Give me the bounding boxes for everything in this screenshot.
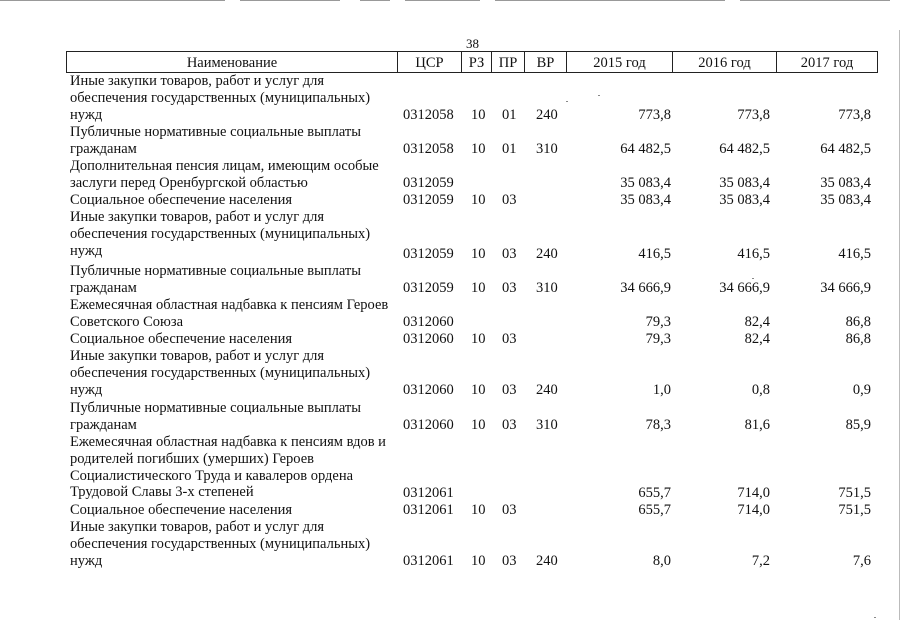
row-name: Публичные нормативные социальные выплаты гражданам [70,124,361,157]
row-2015: 35 083,4 [620,175,671,191]
row-name: Иные закупки товаров, работ и услуг для обеспечения государственных (муниципальных) нужд [70,519,371,569]
row-name: Публичные нормативные социальные выплаты гражданам [70,263,361,296]
row-name: Дополнительная пенсия лицам, имеющим особые заслуги перед Оренбургской областью [70,158,379,191]
row-pr: 03 [502,280,517,296]
row-2015: 8,0 [652,553,671,569]
row-2016: 81,6 [744,417,770,433]
row-rz: 10 [471,502,486,518]
row-rz: 10 [471,107,486,123]
row-2015: 79,3 [645,314,671,330]
header-2015: 2015 год [567,52,673,72]
row-vr: 240 [536,246,558,262]
table-header [66,51,878,73]
row-2015: 64 482,5 [620,141,671,157]
row-2017: 64 482,5 [820,141,871,157]
row-name: Ежемесячная областная надбавка к пенсиям вдов и родителей погибших (умерших) Героев Социалистического Труда и кавалеров ордена Трудовой Славы 3-х степеней [70,434,386,501]
row-2016: 64 482,5 [719,141,770,157]
scan-dust-mark [752,278,754,279]
row-pr: 03 [502,246,517,262]
row-2015: 35 083,4 [620,192,671,208]
row-2015: 79,3 [645,331,671,347]
row-csr: 0312061 [403,502,454,518]
header-name: Наименование [67,52,398,72]
row-pr: 03 [502,417,517,433]
row-pr: 03 [502,553,517,569]
header-2017: 2017 год [800,55,854,71]
scan-top-rule [0,0,905,4]
row-csr: 0312060 [403,417,454,433]
scan-dust-mark [874,617,876,618]
row-csr: 0312059 [403,246,454,262]
row-name: Ежемесячная областная надбавка к пенсиям Героев Советского Союза [70,297,389,330]
row-csr: 0312060 [403,331,454,347]
header-vr: ВР [525,52,567,72]
row-rz: 10 [471,331,486,347]
row-csr: 0312060 [403,382,454,398]
row-csr: 0312059 [403,175,454,191]
row-2017: 86,8 [845,314,871,330]
row-rz: 10 [471,192,486,208]
row-2016: 714,0 [737,502,770,518]
row-csr: 0312059 [403,192,454,208]
row-vr: 240 [536,107,558,123]
row-name: Иные закупки товаров, работ и услуг для обеспечения государственных (муниципальных) нужд [70,348,371,398]
header-2016: 2016 год [673,52,777,72]
row-rz: 10 [471,417,486,433]
row-2016: 35 083,4 [719,175,770,191]
row-csr: 0312060 [403,314,454,330]
row-pr: 03 [502,502,517,518]
row-pr: 03 [502,192,517,208]
row-2017: 416,5 [838,246,871,262]
row-2016: 714,0 [737,485,770,501]
scan-edge-line [899,30,900,620]
row-csr: 0312058 [403,107,454,123]
row-rz: 10 [471,141,486,157]
row-rz: 10 [471,382,486,398]
row-2016: 7,2 [751,553,770,569]
row-2015: 655,7 [638,485,671,501]
row-2017: 85,9 [845,417,871,433]
row-2015: 416,5 [638,246,671,262]
row-pr: 01 [502,141,517,157]
row-rz: 10 [471,280,486,296]
row-name: Социальное обеспечение населения [70,331,293,347]
row-name: Социальное обеспечение населения [70,502,293,518]
row-2017: 86,8 [845,331,871,347]
row-name: Иные закупки товаров, работ и услуг для обеспечения государственных (муниципальных) нужд [70,209,371,259]
row-csr: 0312061 [403,553,454,569]
row-2015: 1,0 [652,382,671,398]
row-2017: 35 083,4 [820,192,871,208]
row-2016: 416,5 [737,246,770,262]
row-name: Иные закупки товаров, работ и услуг для обеспечения государственных (муниципальных) нужд [70,73,371,123]
row-vr: 240 [536,553,558,569]
row-2017: 34 666,9 [820,280,871,296]
row-csr: 0312058 [403,141,454,157]
row-pr: 01 [502,107,517,123]
page-number: 38 [466,36,479,51]
row-2016: 0,8 [751,382,770,398]
row-csr: 0312059 [403,280,454,296]
header-csr: ЦСР [398,52,462,72]
scan-dust-mark [598,95,600,96]
row-2017: 0,9 [852,382,871,398]
row-2016: 35 083,4 [719,192,770,208]
scan-dust-mark [566,101,568,102]
row-2015: 773,8 [638,107,671,123]
row-2016: 773,8 [737,107,770,123]
row-pr: 03 [502,331,517,347]
row-2017: 773,8 [838,107,871,123]
row-vr: 310 [536,417,558,433]
header-rz: РЗ [462,52,492,72]
row-pr: 03 [502,382,517,398]
row-2017: 7,6 [852,553,871,569]
row-vr: 310 [536,280,558,296]
row-vr: 310 [536,141,558,157]
row-csr: 0312061 [403,485,454,501]
row-2016: 82,4 [744,314,770,330]
row-2017: 35 083,4 [820,175,871,191]
row-name: Социальное обеспечение населения [70,192,293,208]
row-2015: 34 666,9 [620,280,671,296]
row-2017: 751,5 [838,485,871,501]
row-2017: 751,5 [838,502,871,518]
header-pr: ПР [492,52,525,72]
row-vr: 240 [536,382,558,398]
row-rz: 10 [471,246,486,262]
row-2016: 34 666,9 [719,280,770,296]
row-2016: 82,4 [744,331,770,347]
row-2015: 78,3 [645,417,671,433]
row-2015: 655,7 [638,502,671,518]
row-name: Публичные нормативные социальные выплаты гражданам [70,400,361,433]
row-rz: 10 [471,553,486,569]
